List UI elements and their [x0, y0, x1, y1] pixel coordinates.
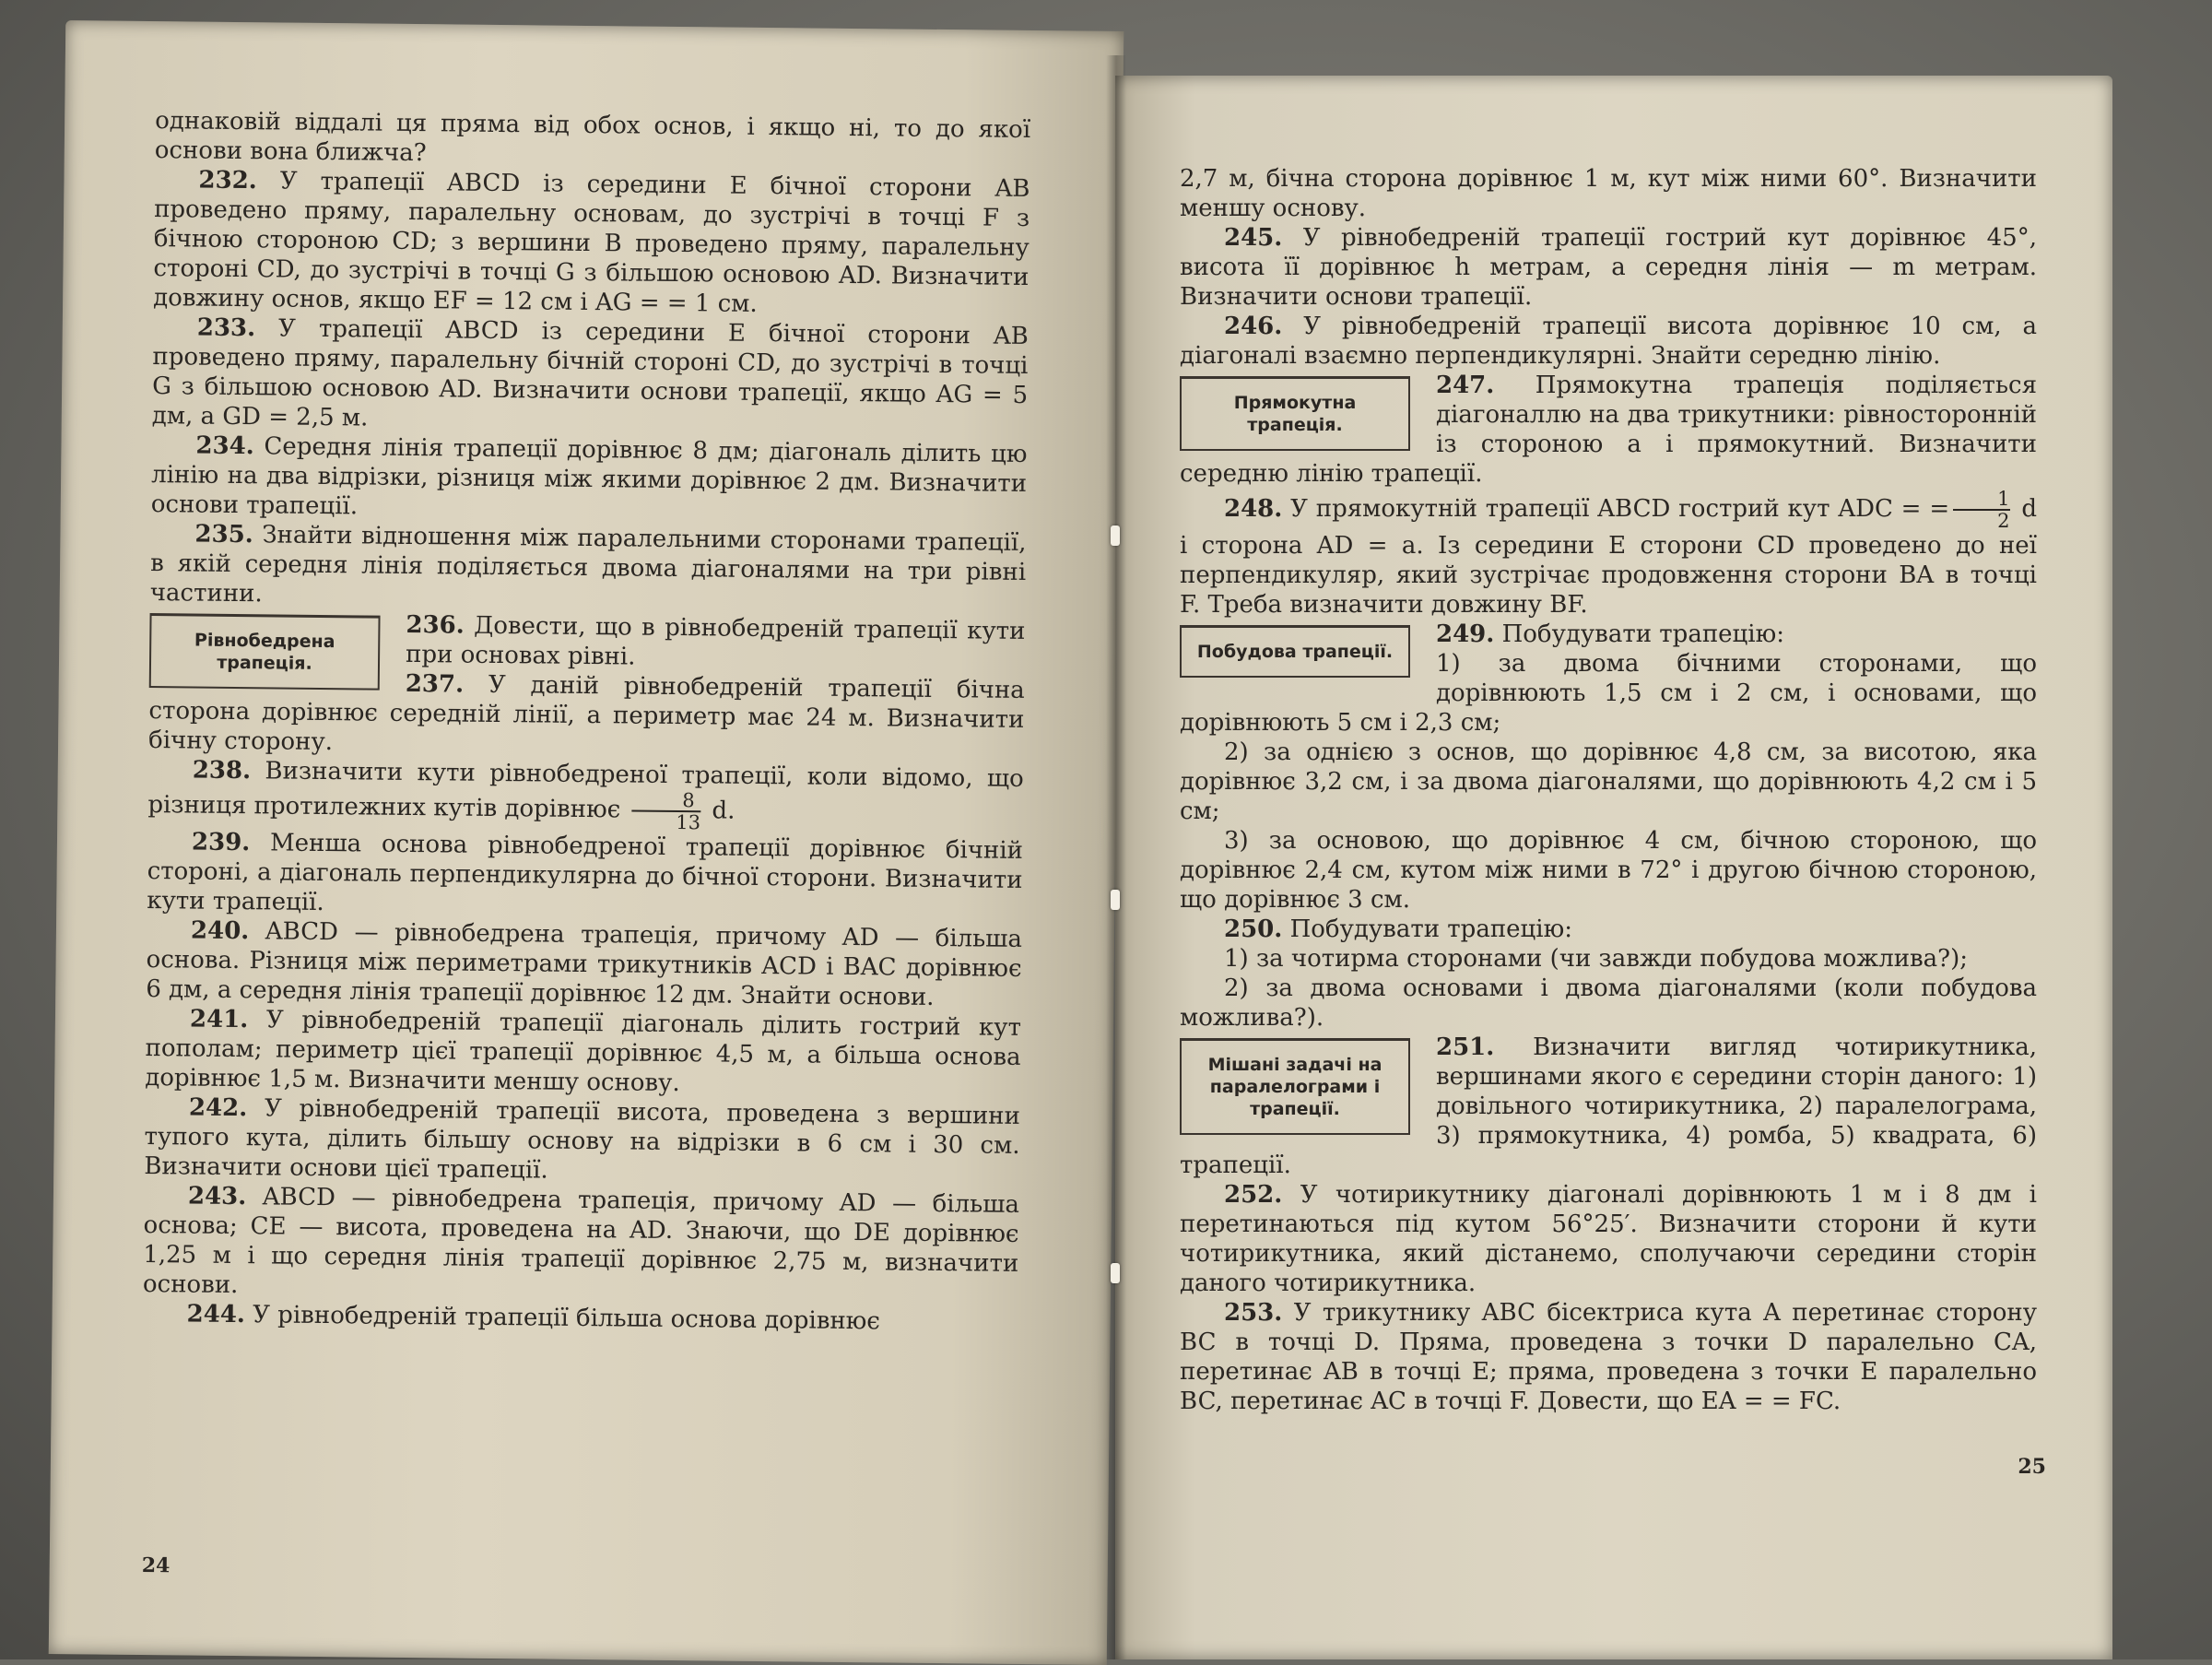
problem-239: 239. Менша основа рівнобедреної трапеції дорівнює бічній стороні, а діагональ перпендикулярна до бічної сторони. Визначити кути трапеції. [147, 828, 1024, 917]
problem-236: 236. Довести, що в рівнобедреній трапеції кути при основах рівні. [405, 610, 1026, 671]
problem-232: 232. У трапеції ABCD із середини E бічної сторони AB проведено пряму, паралельну основам, до зустрічі в точці F з бічною стороною CD; з вершини B проведено пряму, паралельну стороні CD, до зустрічі в точці G з більшою основою AD. Визначити довжину основ, якщо EF = 12 см і AG = = 1 см. [153, 166, 1030, 318]
problem-249-1: 1) за двома бічними сторонами, що дорівнюють 1,5 см і 2 см, і основами, що дорівнюють 5 см і 2,3 см; [1180, 650, 2037, 737]
section-heading-isosceles: Рівнобедрена трапеція. [149, 613, 381, 691]
left-page-text [142, 106, 1030, 1338]
problem-249: 249. Побудувати трапецію: [1436, 620, 1784, 648]
section-isosceles [148, 608, 1026, 764]
problem-250-1: 1) за чотирма сторонами (чи завжди побудова можлива?); [1224, 945, 1969, 973]
fraction-238: $\frac{8}{13}$ [631, 790, 700, 833]
paragraph-continuation: однаковій віддалі ця пряма від обох основ, і якщо ні, то до якої основи вона ближча? [154, 107, 1031, 168]
problem-250: 250. Побудувати трапецію: [1224, 915, 1572, 943]
problem-250-2: 2) за двома основами і двома діагоналями (коли побудова можлива?). [1180, 974, 2037, 1032]
problem-246: 246. У рівнобедреній трапеції висота дорівнює 10 см, а діагоналі взаємно перпендикулярні. Знайти середню лінію. [1180, 313, 2038, 370]
section-construction [1180, 620, 2037, 738]
binding-stitch [1111, 525, 1120, 546]
problem-243: 243. ABCD — рівнобедрена трапеція, причому AD — більша основа; CE — висота, проведена на AD. Знаючи, що DE дорівнює 1,25 м і що середня лінія трапеції дорівнює 2,75 м, визначити основи. [142, 1182, 1020, 1300]
problem-245: 245. У рівнобедреній трапеції гострий кут дорівнює 45°, висота її дорівнює h метрам, а середня лінія — m метрам. Визначити основи трапеції. [1180, 224, 2037, 311]
problem-249-2: 2) за однією з основ, що дорівнює 4,8 см, за висотою, яка дорівнює 3,2 см, і за двома діагоналями, що дорівнюють 4,2 см і 5 см; [1180, 738, 2037, 825]
problem-241: 241. У рівнобедреній трапеції діагональ ділить гострий кут пополам; периметр цієї трапеції дорівнює 4,5 м, а більша основа дорівнює 1,5 м. Визначити меншу основу. [145, 1005, 1022, 1098]
problem-242: 242. У рівнобедреній трапеції висота, проведена з вершини тупого кута, ділить більшу основу на відрізки в 6 см і 30 см. Визначити основи цієї трапеції. [144, 1093, 1021, 1185]
page-number-left: 24 [141, 1553, 171, 1578]
problem-249-3: 3) за основою, що дорівнює 4 см, бічною стороною, що дорівнює 2,4 см, кутом між ними в 72° і другою бічною стороною, що дорівнює 3 см. [1180, 827, 2037, 914]
section-heading-mixed: Мішані задачі на паралелограми і трапеції. [1180, 1038, 1410, 1135]
problem-234: 234. Середня лінія трапеції дорівнює 8 дм; діагональ ділить цю лінію на два відрізки, різниця між якими дорівнює 2 дм. Визначити основи трапеції. [150, 431, 1028, 521]
problem-244: 244. У рівнобедреній трапеції більша основа дорівнює [186, 1300, 881, 1336]
paragraph-continuation-right: 2,7 м, бічна сторона дорівнює 1 м, кут між ними 60°. Визначити меншу основу. [1180, 165, 2037, 222]
problem-238: 238. Визначити кути рівнобедреної трапеції, коли відомо, що різниця протилежних кутів дорівнює $\frac{8}{13}$ d. [147, 756, 1024, 834]
problem-251: 251. Визначити вигляд чотирикутника, вершинами якого є середини сторін даного: 1) довільного чотирикутника, 2) паралелограма, 3) прямокутника, 4) ромба, 5) квадрата, 6) трапеції. [1180, 1033, 2037, 1179]
fraction-248: $\frac{1}{2}$ [1953, 489, 2009, 531]
left-page [49, 20, 1124, 1665]
problem-237: 237. У даній рівнобедреній трапеції бічна сторона дорівнює середній лінії, а периметр має 24 м. Визначити бічну сторону. [147, 669, 1025, 757]
problem-252: 252. У чотирикутнику діагоналі дорівнюють 1 м і 8 дм і перетинаються під кутом 56°25′. Визначити сторони й кути чотирикутника, який дістанемо, сполучаючи середини сторін даного чотирикутника. [1180, 1181, 2037, 1297]
section-mixed [1180, 1033, 2037, 1180]
section-right-trapezoid [1180, 371, 2037, 489]
problem-233: 233. У трапеції ABCD із середини E бічної сторони AB проведено пряму, паралельну бічній стороні CD, до зустрічі в точці G з більшою основою AD. Визначити основи трапеції, якщо AG = 5 дм, а GD = 2,5 м. [151, 313, 1029, 432]
problem-253: 253. У трикутнику ABC бісектриса кута A перетинає сторону BC в точці D. Пряма, проведена з точки D паралельно CA, перетинає AB в точці E; пряма, проведена з точки E паралельно BC, перетинає AC в точці F. Довести, що EA = = FC. [1180, 1299, 2038, 1415]
section-heading-construction: Побудова трапеції. [1180, 625, 1410, 678]
page-number-right: 25 [2018, 1455, 2046, 1479]
right-page [1115, 76, 2112, 1659]
problem-247: 247. Прямокутна трапеція поділяється діагоналлю на два трикутники: рівносторонній із стороною a і прямокутний. Визначити середню лінію трапеції. [1180, 372, 2038, 488]
binding-stitch [1111, 890, 1120, 910]
problem-248: 248. У прямокутній трапеції ABCD гострий кут ADC = = $\frac{1}{2}$ d і сторона AD = a. Із середини E сторони CD проведено до неї перпендикуляр, який зустрічає продовження сторони BA в точці F. Треба визначити довжину BF. [1180, 488, 2037, 619]
book-spine [1106, 55, 1126, 1659]
problem-235: 235. Знайти відношення між паралельними сторонами трапеції, в якій середня лінія поділяється двома діагоналями на три рівні частини. [149, 520, 1027, 608]
problem-240: 240. ABCD — рівнобедрена трапеція, причому AD — більша основа. Різниця між периметрами трикутників ACD і BAC дорівнює 6 дм, а середня лінія трапеції дорівнює 12 дм. Знайти основи. [146, 916, 1023, 1011]
binding-stitch [1111, 1263, 1120, 1283]
right-page-text [1180, 164, 2037, 1416]
section-heading-right-trapezoid: Прямокутна трапеція. [1180, 376, 1410, 451]
